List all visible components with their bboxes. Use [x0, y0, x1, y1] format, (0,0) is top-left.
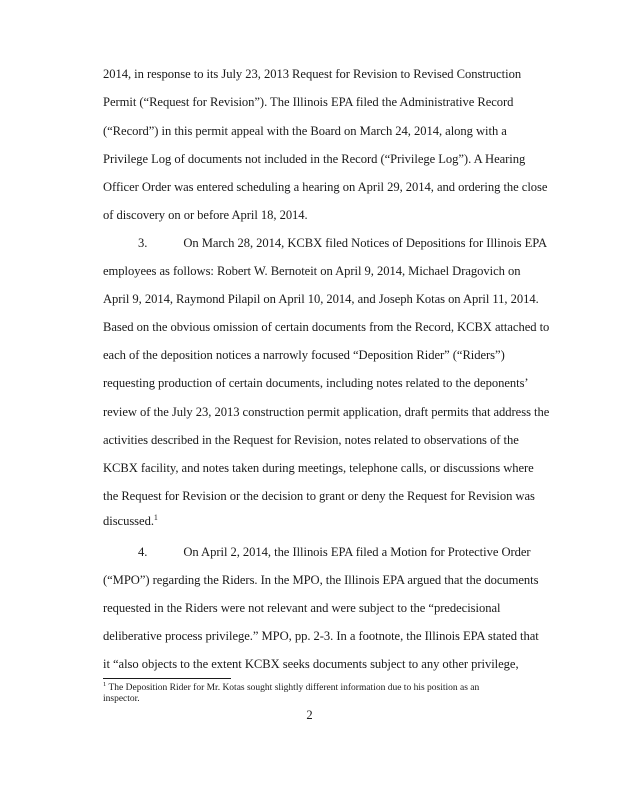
- body-line: Privilege Log of documents not included in the Record (“Privilege Log”). A Hearing: [103, 152, 526, 166]
- body-line: 2014, in response to its July 23, 2013 Request for Revision to Revised Construction: [103, 67, 522, 81]
- body-line: review of the July 23, 2013 construction permit application, draft permits that address the: [103, 405, 550, 419]
- footnote-continuation: inspector.: [103, 694, 140, 704]
- footnote-text: The Deposition Rider for Mr. Kotas sought slightly different information due to his position as an: [108, 683, 480, 693]
- body-line: of discovery on or before April 18, 2014.: [103, 208, 308, 222]
- page-number: 2: [306, 708, 313, 722]
- paragraph-text: discussed.: [103, 514, 154, 528]
- body-line: each of the deposition notices a narrowly focused “Deposition Rider” (“Riders”): [103, 348, 505, 362]
- paragraph-text: On April 2, 2014, the Illinois EPA filed a Motion for Protective Order: [183, 545, 531, 559]
- body-line: Based on the obvious omission of certain documents from the Record, KCBX attached to: [103, 320, 550, 334]
- footnote-reference[interactable]: 1: [153, 512, 158, 522]
- body-line: (“MPO”) regarding the Riders. In the MPO, the Illinois EPA argued that the documents: [103, 573, 539, 587]
- body-line: requesting production of certain documents, including notes related to the deponents’: [103, 376, 529, 390]
- body-line: Permit (“Request for Revision”). The Illinois EPA filed the Administrative Record: [103, 95, 514, 109]
- body-line: deliberative process privilege.” MPO, pp. 2-3. In a footnote, the Illinois EPA stated that: [103, 629, 539, 643]
- paragraph-number: 3.: [138, 236, 148, 250]
- paragraph-text: On March 28, 2014, KCBX filed Notices of Depositions for Illinois EPA: [183, 236, 548, 250]
- body-line: it “also objects to the extent KCBX seeks documents subject to any other privilege,: [103, 657, 519, 671]
- body-line: April 9, 2014, Raymond Pilapil on April 10, 2014, and Joseph Kotas on April 11, 2014.: [103, 292, 539, 306]
- footnote-mark: 1: [103, 680, 107, 688]
- body-line: activities described in the Request for Revision, notes related to observations of the: [103, 433, 519, 447]
- body-line: Officer Order was entered scheduling a hearing on April 29, 2014, and ordering the close: [103, 180, 548, 194]
- body-line: (“Record”) in this permit appeal with the Board on March 24, 2014, along with a: [103, 124, 507, 138]
- footnote: [103, 680, 480, 694]
- footnote-separator: [103, 678, 231, 679]
- paragraph-first-line: [138, 236, 547, 251]
- paragraph-number: 4.: [138, 545, 148, 559]
- body-line: KCBX facility, and notes taken during meetings, telephone calls, or discussions where: [103, 461, 534, 475]
- body-line: requested in the Riders were not relevant and were subject to the “predecisional: [103, 601, 501, 615]
- body-line: employees as follows: Robert W. Bernoteit on April 9, 2014, Michael Dragovich on: [103, 264, 521, 278]
- paragraph-first-line: [138, 545, 531, 560]
- body-line: [103, 514, 158, 529]
- body-line: the Request for Revision or the decision to grant or deny the Request for Revision was: [103, 489, 535, 503]
